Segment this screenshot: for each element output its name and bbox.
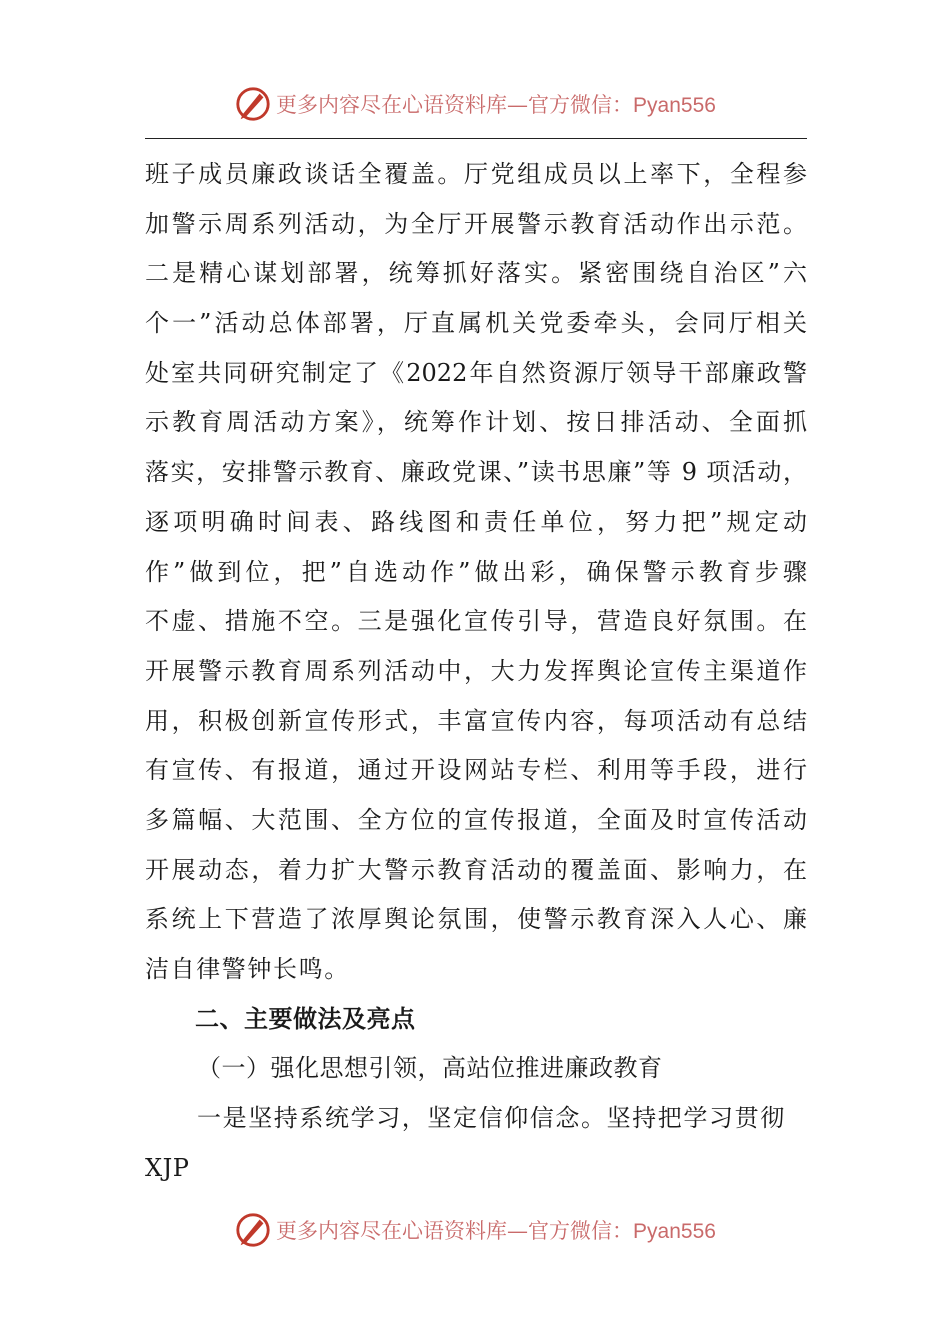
watermark-text [276, 89, 716, 119]
paragraph-line: 示教育周活动方案》，统筹作计划、按日排活动、全面抓 [145, 408, 807, 437]
paragraph-line: 系统上下营造了浓厚舆论氛围，使警示教育深入人心、廉 [145, 905, 807, 934]
paragraph-line: XJP [145, 1153, 190, 1182]
paragraph-line: 用，积极创新宣传形式，丰富宣传内容，每项活动有总结 [145, 706, 807, 735]
paragraph-line: 多篇幅、大范围、全方位的宣传报道，全面及时宣传活动 [145, 805, 807, 834]
paragraph-line: 加警示周系列活动，为全厅开展警示教育活动作出示范。 [145, 209, 807, 238]
subsection-heading: （一）强化思想引领，高站位推进廉政教育 [197, 1054, 663, 1083]
paragraph-line: 作”做到位，把”自选动作”做出彩，确保警示教育步骤 [145, 557, 807, 586]
watermark-text-cn: 更多内容尽在心语资料库—官方微信： [276, 93, 634, 117]
section-heading: 二、主要做法及亮点 [195, 1004, 416, 1033]
paragraph-line: 洁自律警钟长鸣。 [145, 955, 350, 983]
watermark-banner-bottom [0, 1210, 950, 1250]
paragraph-line: 二是精心谋划部署，统筹抓好落实。紧密围绕自治区”六 [145, 259, 807, 288]
paragraph-line: 有宣传、有报道，通过开设网站专栏、利用等手段，进行 [145, 756, 807, 785]
paragraph-line: 逐项明确时间表、路线图和责任单位，努力把”规定动 [145, 507, 807, 536]
document-body [145, 150, 807, 1193]
watermark-wechat-id: Pyan556 [633, 1220, 716, 1243]
pen-in-circle-logo [234, 85, 272, 123]
watermark-banner-top [0, 84, 950, 124]
paragraph-line: 一是坚持系统学习，坚定信仰信念。坚持把学习贯彻 [197, 1104, 786, 1133]
paragraph-line: 落实，安排警示教育、廉政党课、”读书思廉”等 9 项活动， [145, 458, 807, 487]
paragraph-line: 开展动态，着力扩大警示教育活动的覆盖面、影响力，在 [145, 855, 807, 884]
paragraph-line: 班子成员廉政谈话全覆盖。厅党组成员以上率下，全程参 [145, 160, 807, 188]
paragraph-line: 处室共同研究制定了《2022年自然资源厅领导干部廉政警 [145, 358, 807, 387]
watermark-wechat-id: Pyan556 [633, 94, 716, 117]
paragraph-line: 不虚、措施不空。三是强化宣传引导，营造良好氛围。在 [145, 607, 807, 636]
watermark-text-cn: 更多内容尽在心语资料库—官方微信： [276, 1219, 634, 1243]
header-divider [145, 138, 807, 139]
watermark-text [276, 1215, 716, 1245]
pen-in-circle-logo [234, 1211, 272, 1249]
paragraph-line: 个一”活动总体部署，厅直属机关党委牵头，会同厅相关 [145, 309, 807, 338]
paragraph-line: 开展警示教育周系列活动中，大力发挥舆论宣传主渠道作 [145, 656, 807, 685]
